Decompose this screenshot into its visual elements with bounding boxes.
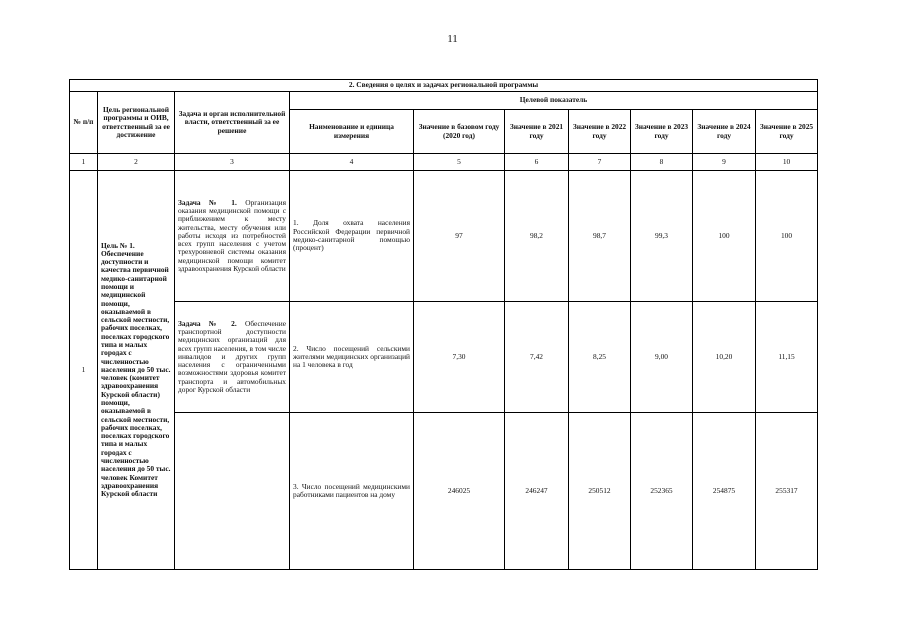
column-number: 6 [505, 154, 569, 171]
value-2025: 100 [756, 171, 818, 302]
header-2024: Значение в 2024 году [693, 110, 756, 154]
task-cell [175, 302, 290, 413]
header-2021: Значение в 2021 году [505, 110, 569, 154]
task-text: Организация оказания медицинской помощи с приближением к месту жительства, месту обучения или работы исходя из потребностей всех групп населения с учетом трехуровневой системы оказания медицинской помощи комитет здравоохранения Курской области [178, 197, 286, 273]
indicator-cell: 2. Число посещений сельскими жителями медицинских организаций на 1 человека в год [290, 302, 414, 413]
header-task: Задача и орган исполнительной власти, ответственный за ее решение [175, 92, 290, 154]
header-base-year: Значение в базовом году (2020 год) [414, 110, 505, 154]
task-label: Задача № 1. [178, 197, 237, 207]
column-number: 10 [756, 154, 818, 171]
goal-cell: Цель № 1. Обеспечение доступности и качества первичной медико-санитарной помощи и медицинской помощи, оказываемой в сельской местности, рабочих поселках, поселках городского типа и малых городах с численностью населения до 50 тыс. человек (комитет здравоохранения Курской области) помощи, оказываемой в сельской местности, рабочих поселках, поселках городского типа и малых городах с численностью населения до 50 тыс. человек Комитет здравоохранения Курской области [98, 171, 175, 570]
goals-table [69, 79, 818, 570]
value-2024: 10,20 [693, 302, 756, 413]
header-row-1 [70, 92, 818, 110]
value-2023: 99,3 [631, 171, 693, 302]
indicator-cell: 1. Доля охвата населения Российской Федерации первичной медико-санитарной помощью (процент) [290, 171, 414, 302]
task-text: Обеспечение транспортной доступности медицинских организаций для всех групп населения, в том числе инвалидов и других групп населения с ограниченными возможностями здоровья комитет транспорта и автомобильных дорог Курской области [178, 318, 286, 394]
table-row [70, 413, 818, 570]
column-number-row [70, 154, 818, 171]
section-title: 2. Сведения о целях и задачах региональной программы [70, 80, 818, 92]
task-label: Задача № 2. [178, 318, 237, 328]
header-2025: Значение в 2025 году [756, 110, 818, 154]
table-row [70, 302, 818, 413]
value-2025: 255317 [756, 413, 818, 570]
value-2021: 246247 [505, 413, 569, 570]
header-indicator-group: Целевой показатель [290, 92, 818, 110]
row-number: 1 [70, 171, 98, 570]
column-number: 5 [414, 154, 505, 171]
value-2024: 254875 [693, 413, 756, 570]
header-goal: Цель региональной программы и ОИВ, ответственный за ее достижение [98, 92, 175, 154]
page-number: 11 [447, 33, 458, 45]
header-2023: Значение в 2023 году [631, 110, 693, 154]
column-number: 8 [631, 154, 693, 171]
column-number: 4 [290, 154, 414, 171]
column-number: 7 [569, 154, 631, 171]
value-2023: 9,00 [631, 302, 693, 413]
value-base: 246025 [414, 413, 505, 570]
header-indicator-name: Наименование и единица измерения [290, 110, 414, 154]
table-row [70, 171, 818, 302]
task-cell [175, 171, 290, 302]
task-cell [175, 413, 290, 570]
value-2022: 98,7 [569, 171, 631, 302]
value-2021: 7,42 [505, 302, 569, 413]
column-number: 1 [70, 154, 98, 171]
value-2022: 250512 [569, 413, 631, 570]
value-2024: 100 [693, 171, 756, 302]
value-2022: 8,25 [569, 302, 631, 413]
value-base: 7,30 [414, 302, 505, 413]
column-number: 2 [98, 154, 175, 171]
section-title-row [70, 80, 818, 92]
value-2025: 11,15 [756, 302, 818, 413]
indicator-cell: 3. Число посещений медицинскими работниками пациентов на дому [290, 413, 414, 570]
value-2023: 252365 [631, 413, 693, 570]
header-2022: Значение в 2022 году [569, 110, 631, 154]
value-base: 97 [414, 171, 505, 302]
value-2021: 98,2 [505, 171, 569, 302]
header-num: № п/п [70, 92, 98, 154]
column-number: 3 [175, 154, 290, 171]
column-number: 9 [693, 154, 756, 171]
